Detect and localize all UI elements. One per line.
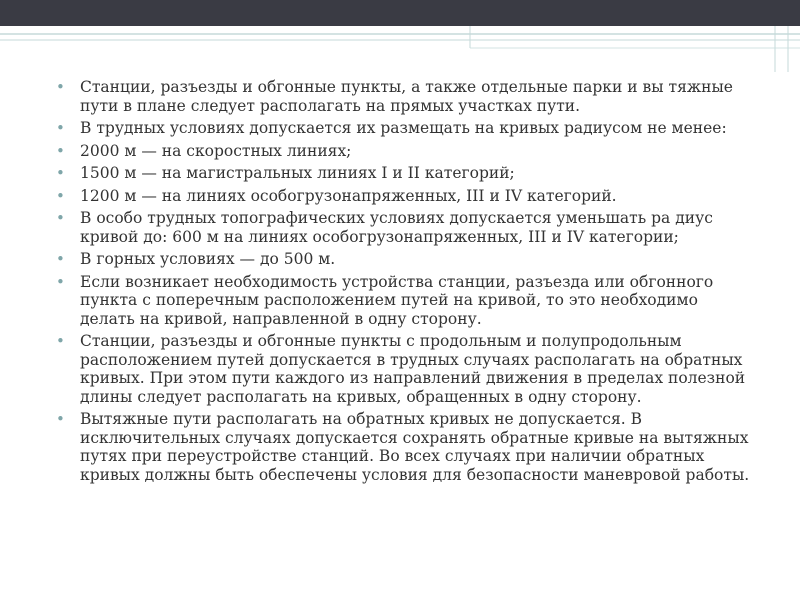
bullet-text: В особо трудных топографических условиях допускается уменьшать ра диус кривой до: 600 м на линиях особогрузонапряженных, III и IV категории; — [80, 209, 713, 246]
bullet-icon: • — [56, 119, 65, 137]
bullet-item — [56, 78, 756, 115]
bullet-text: Станции, разъезды и обгонные пункты с продольным и полупродольным расположением путей допускается в трудных случаях располагать на обратных кривых. При этом пути каждого из направлений движения в пределах полезной длины следует располагать на кривых, обращенных в одну сторону. — [80, 332, 746, 406]
bullet-item — [56, 142, 756, 161]
bullet-text: Если возникает необходимость устройства станции, разъезда или обгонного пункта с поперечным расположением путей на кривой, то это необходимо делать на кривой, направленной в одну сторону. — [80, 272, 714, 328]
bullet-item — [56, 209, 756, 246]
bullet-icon: • — [56, 250, 65, 268]
top-header-band — [0, 0, 800, 26]
bullet-icon: • — [56, 186, 65, 205]
bullet-text: В горных условиях — до 500 м. — [80, 250, 336, 268]
bullet-icon: • — [56, 141, 65, 160]
bullet-item — [56, 250, 756, 269]
bullet-item — [56, 187, 756, 206]
bullet-item — [56, 332, 756, 406]
bullet-item — [56, 273, 756, 329]
bullet-text: 1200 м — на линиях особогрузонапряженных, III и IV категорий. — [80, 186, 617, 205]
bullet-icon: • — [56, 332, 65, 350]
bullet-item — [56, 410, 756, 484]
bullet-text: Вытяжные пути располагать на обратных кривых не допускается. В исключительных случаях допускается сохранять обратные кривые на вытяжных путях при переустройстве станций. Во всех случаях при наличии обратных кривых должны быть обеспечены условия для безопасности маневровой работы. — [80, 410, 750, 484]
bullet-text: 1500 м — на магистральных линиях I и II категорий; — [80, 164, 515, 182]
bullet-icon: • — [56, 78, 65, 96]
slide-body — [56, 78, 756, 488]
decorative-lines — [0, 26, 800, 74]
bullet-text: В трудных условиях допускается их размещать на кривых радиусом не менее: — [80, 119, 727, 137]
bullet-list — [56, 78, 756, 484]
bullet-icon: • — [56, 209, 65, 227]
bullet-icon: • — [56, 410, 65, 428]
bullet-item — [56, 164, 756, 183]
bullet-icon: • — [56, 272, 65, 291]
bullet-text: 2000 м — на скоростных линиях; — [80, 141, 352, 160]
bullet-icon: • — [56, 164, 65, 182]
bullet-item — [56, 119, 756, 138]
bullet-text: Станции, разъезды и обгонные пункты, а также отдельные парки и вы тяжные пути в плане следует располагать на прямых участках пути. — [80, 78, 733, 115]
